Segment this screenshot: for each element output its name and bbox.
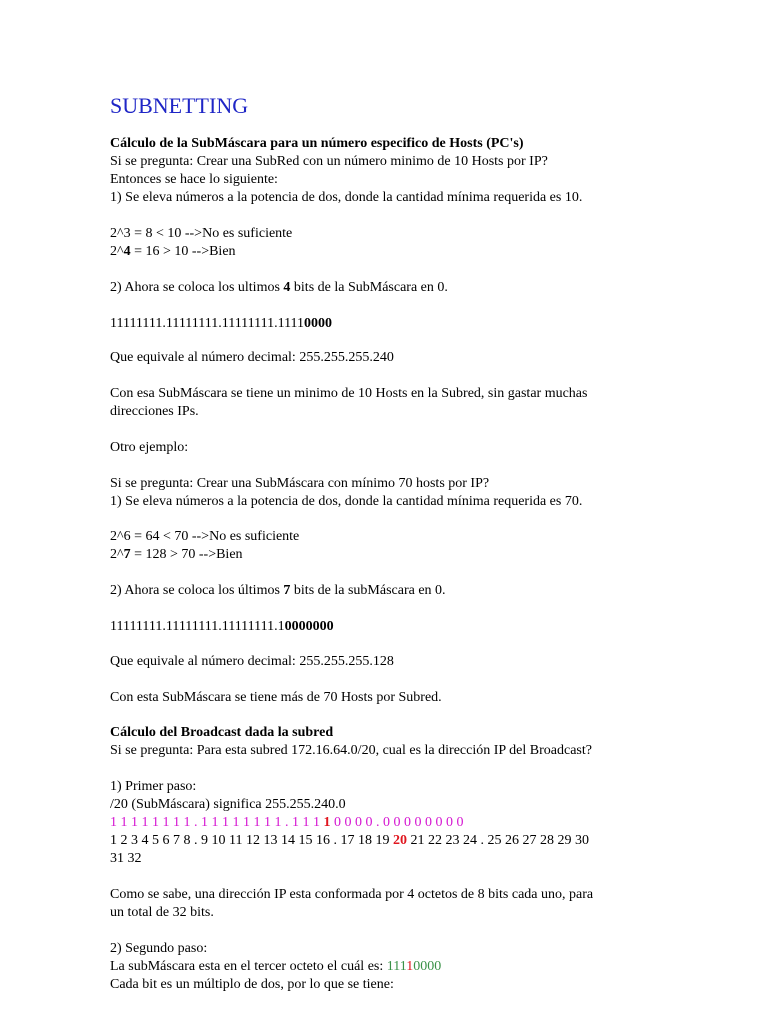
- decimal-mask: Que equivale al número decimal: 255.255.255.128: [110, 654, 394, 669]
- octet-text: La subMáscara esta en el tercer octeto el cuál es: 11110000: [110, 959, 442, 974]
- page-title: SUBNETTING: [110, 93, 249, 118]
- step-text: 2) Ahora se coloca los últimos 7 bits de la subMáscara en 0.: [110, 583, 446, 598]
- conclusion-text: Con esa SubMáscara se tiene un minimo de 10 Hosts en la Subred, sin gastar muchas: [110, 386, 588, 401]
- step-text: 1) Se eleva números a la potencia de dos, donde la cantidad mínima requerida es 70.: [110, 494, 583, 509]
- binary-mask: 11111111.11111111.11111111.11110000: [110, 316, 333, 331]
- decimal-mask: Que equivale al número decimal: 255.255.255.240: [110, 350, 394, 365]
- conclusion-text: Con esta SubMáscara se tiene más de 70 Hosts por Subred.: [110, 690, 442, 705]
- bit-row: 1 1 1 1 1 1 1 1 . 1 1 1 1 1 1 1 1 . 1 1 1 1 0 0 0 0 . 0 0 0 0 0 0 0 0: [110, 815, 464, 830]
- paragraph: Otro ejemplo:: [110, 440, 189, 455]
- conclusion-text: direcciones IPs.: [110, 404, 199, 419]
- explanation-text: un total de 32 bits.: [110, 905, 214, 920]
- bit-index-row: 31 32: [110, 851, 142, 866]
- paragraph: Entonces se hace lo siguiente:: [110, 172, 278, 187]
- section-heading-broadcast: Cálculo del Broadcast dada la subred: [110, 725, 334, 740]
- calc-line: 2^7 = 128 > 70 -->Bien: [110, 547, 243, 562]
- calc-line: 2^4 = 16 > 10 -->Bien: [110, 244, 236, 259]
- step-text: 1) Se eleva números a la potencia de dos, donde la cantidad mínima requerida es 10.: [110, 190, 583, 205]
- section-heading-submask: Cálculo de la SubMáscara para un número especifico de Hosts (PC's): [110, 136, 524, 151]
- binary-mask: 11111111.11111111.11111111.10000000: [110, 619, 334, 634]
- paragraph: Cada bit es un múltiplo de dos, por lo que se tiene:: [110, 977, 394, 992]
- step-text: 1) Primer paso:: [110, 779, 197, 794]
- mask-text: /20 (SubMáscara) significa 255.255.240.0: [110, 797, 346, 812]
- question-text: Si se pregunta: Crear una SubMáscara con mínimo 70 hosts por IP?: [110, 476, 490, 491]
- question-text: Si se pregunta: Crear una SubRed con un número minimo de 10 Hosts por IP?: [110, 154, 548, 169]
- question-text: Si se pregunta: Para esta subred 172.16.64.0/20, cual es la dirección IP del Broadcast?: [110, 743, 592, 758]
- calc-line: 2^6 = 64 < 70 -->No es suficiente: [110, 529, 300, 544]
- explanation-text: Como se sabe, una dirección IP esta conformada por 4 octetos de 8 bits cada uno, para: [110, 887, 594, 902]
- step-text: 2) Segundo paso:: [110, 941, 208, 956]
- calc-line: 2^3 = 8 < 10 -->No es suficiente: [110, 226, 293, 241]
- bit-index-row: 1 2 3 4 5 6 7 8 . 9 10 11 12 13 14 15 16 . 17 18 19 20 21 22 23 24 . 25 26 27 28 29 30: [110, 833, 589, 848]
- step-text: 2) Ahora se coloca los ultimos 4 bits de la SubMáscara en 0.: [110, 280, 448, 295]
